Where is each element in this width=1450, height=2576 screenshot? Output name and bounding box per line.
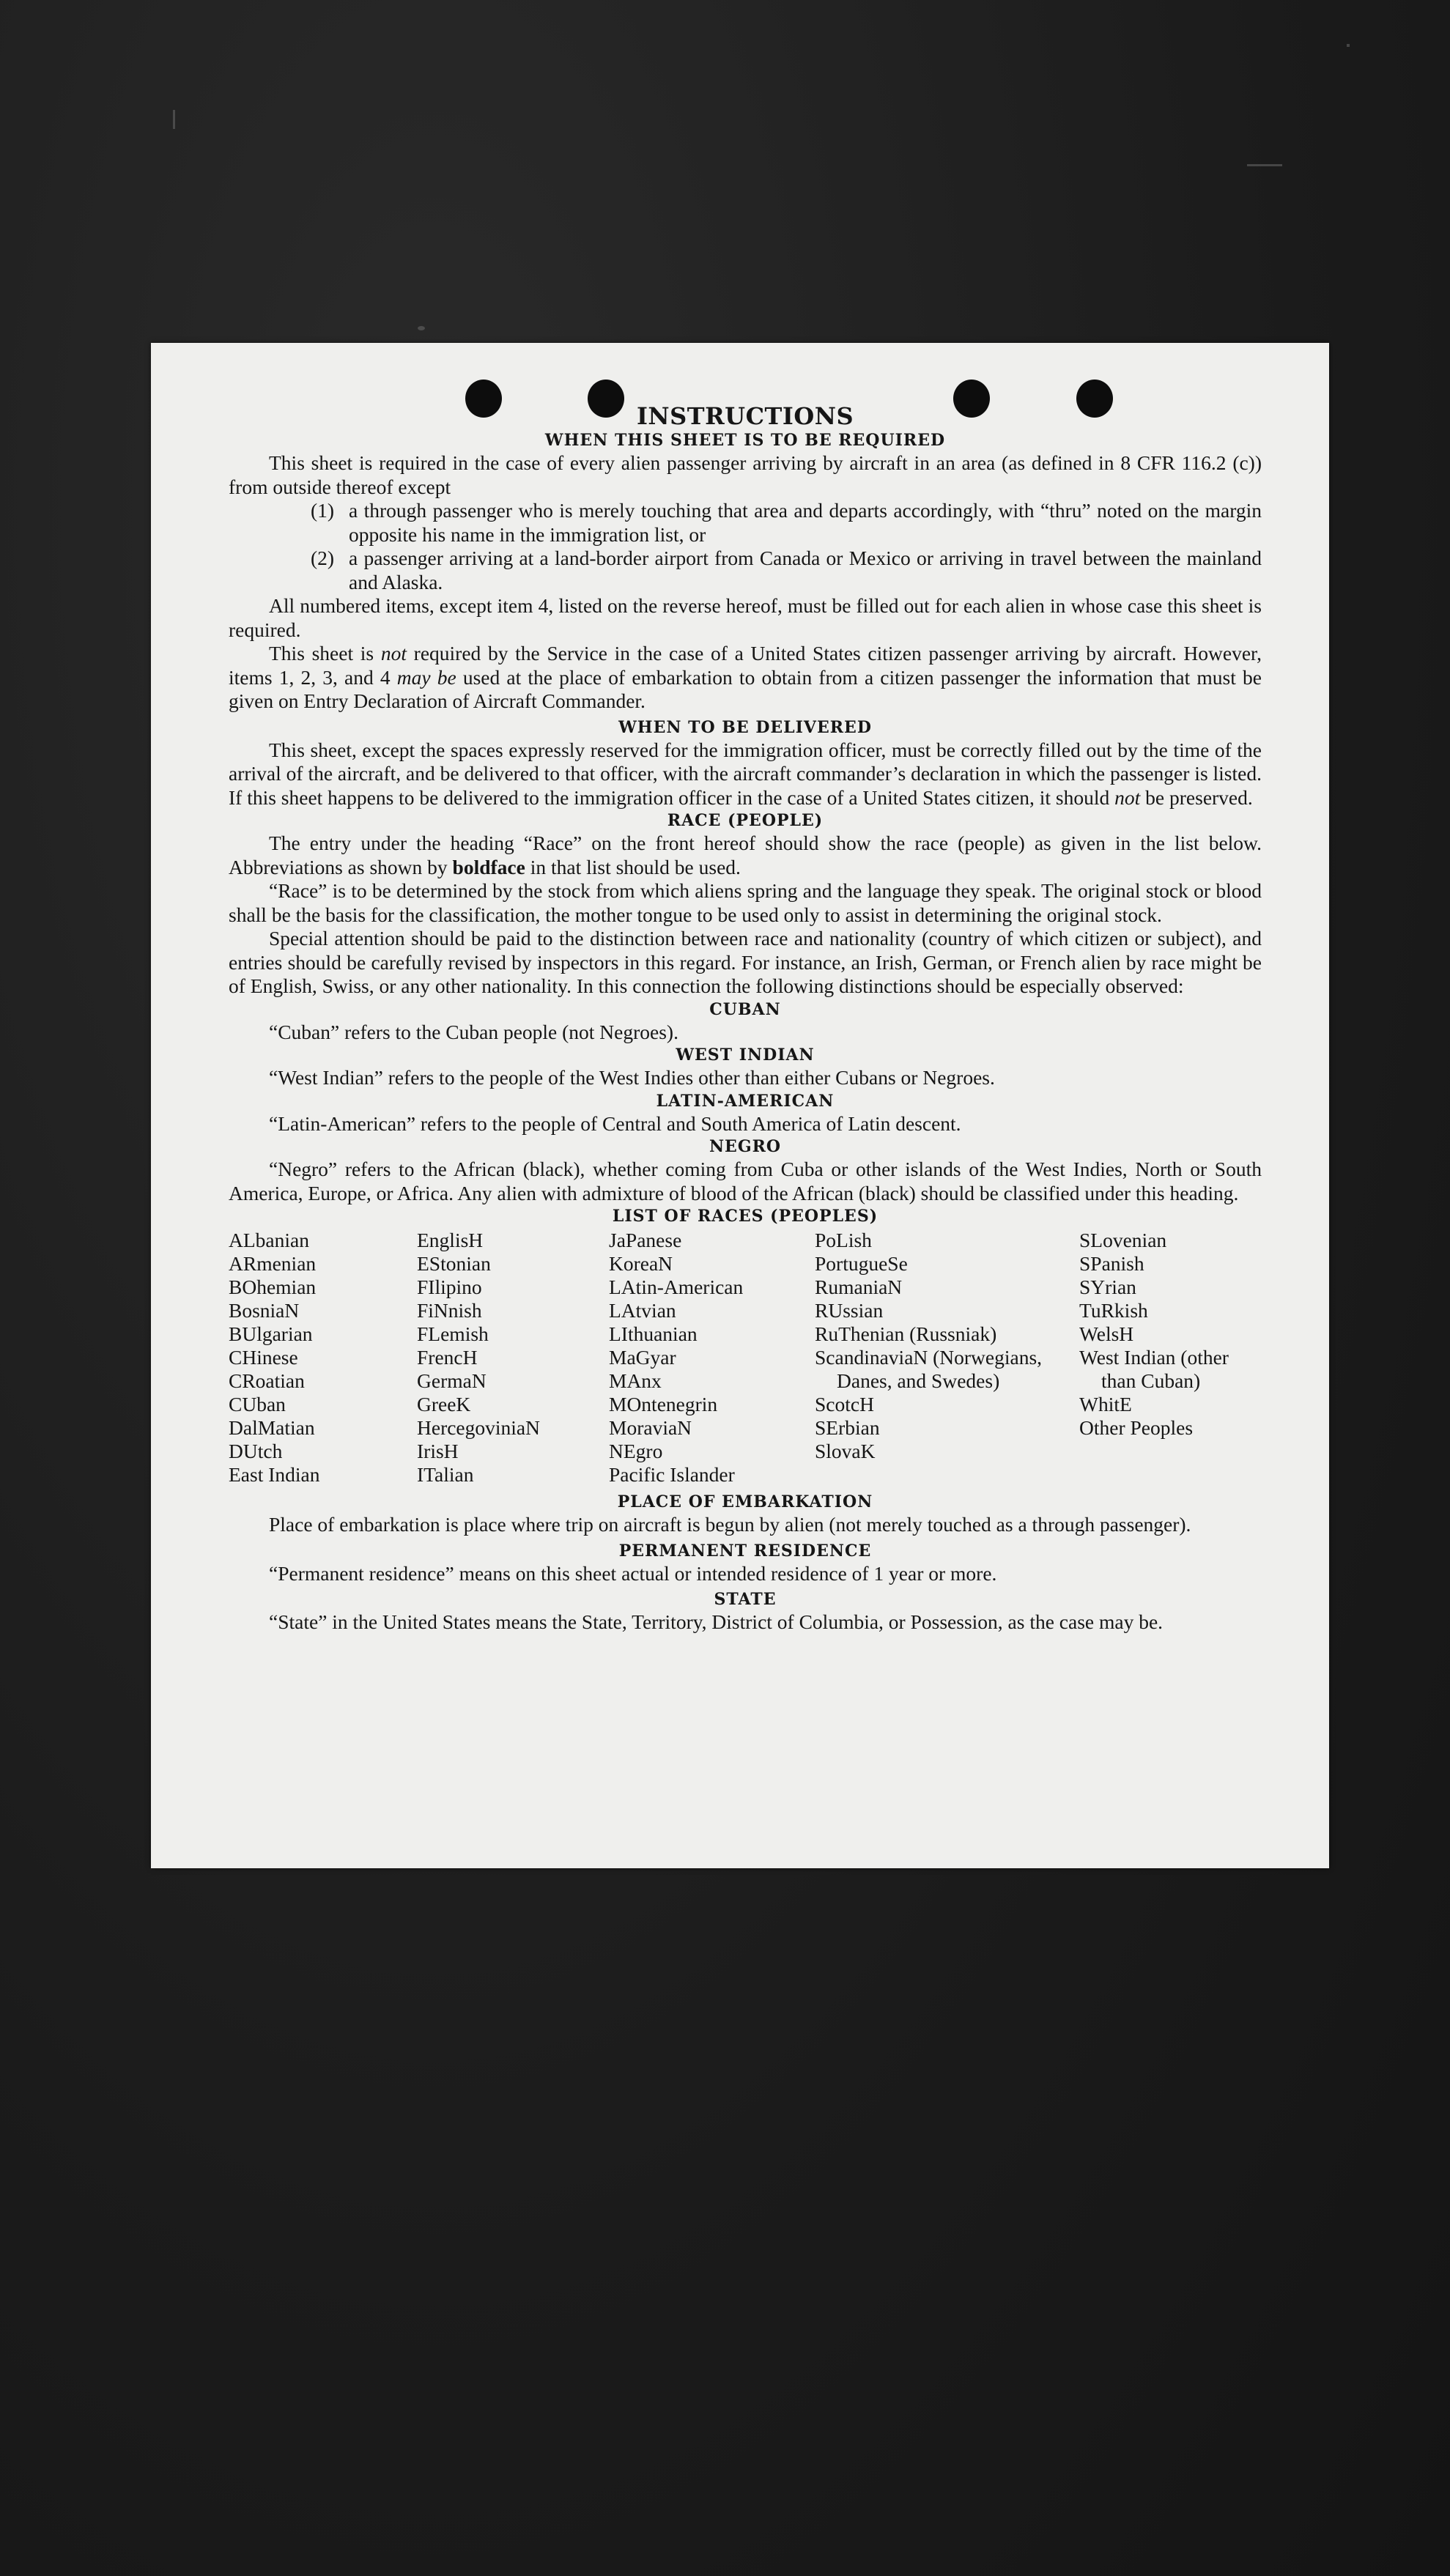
heading-embarkation: PLACE OF EMBARKATION [617,1492,873,1511]
race-entry: SYrian [1079,1276,1136,1298]
race-entry: ALbanian [229,1229,309,1251]
paragraph: “Permanent residence” means on this sheet actual or intended residence of 1 year or more. [269,1561,997,1585]
heading-west-indian: WEST INDIAN [676,1045,815,1065]
emphasis: not [1114,785,1141,809]
race-entry: MAnx [609,1369,662,1392]
emphasis: not [380,642,407,665]
race-entry: Other Peoples [1079,1416,1194,1439]
race-entry: GreeK [417,1393,471,1415]
race-entry: DalMatian [229,1416,315,1439]
race-entry: BOhemian [229,1276,317,1298]
paragraph: “West Indian” refers to the people of the West Indies other than either Cubans or Negroes. [269,1066,995,1089]
race-entry: TuRkish [1079,1299,1148,1322]
heading-latin-american: LATIN-AMERICAN [656,1091,835,1111]
race-entry: EStonian [417,1252,491,1275]
race-entry: West Indian (other than Cuban) [1079,1346,1229,1392]
list-item [229,547,1262,594]
race-entry: FiNnish [417,1299,482,1322]
race-entry: MOntenegrin [609,1393,718,1415]
race-entry: ITalian [417,1463,474,1486]
heading-permanent-residence: PERMANENT RESIDENCE [618,1541,872,1561]
sheet-content [229,403,1262,1635]
paragraph: This sheet is required in the case of every alien passenger arriving by aircraft in an area (as defined in 8 CFR 116.2 (c)) from outside thereof except [229,451,1262,498]
page-title: INSTRUCTIONS [636,402,854,430]
text-run: This sheet is [269,642,381,665]
race-entry: MaGyar [609,1346,676,1369]
film-scratch [1247,164,1282,166]
race-entry: IrisH [417,1440,459,1462]
heading-when-delivered: WHEN TO BE DELIVERED [618,717,872,737]
paragraph: “Race” is to be determined by the stock from which aliens spring and the language they speak. The original stock or blood shall be the basis for the classification, the mother tongue to be used only to assist in determining the original stock. [229,879,1262,926]
text-run: The entry under the heading “Race” on the front hereof should show the race (people) as given in the list below. Abbreviations as shown by [229,832,1262,878]
race-entry: SErbian [815,1416,880,1439]
race-entry: LAtvian [609,1299,676,1322]
races-table [229,1229,1262,1487]
race-entry: SlovaK [815,1440,876,1462]
race-entry: ARmenian [229,1252,317,1275]
race-entry: Pacific Islander [609,1463,735,1486]
race-entry: East Indian [229,1463,320,1486]
paragraph: Special attention should be paid to the distinction between race and nationality (country of which citizen or subject), and entries should be carefully revised by inspectors in this regard. For instance, an Irish, German, or French alien by race might be of English, Swiss, or any other nationality. In this connection the following distinctions should be especially observed: [229,927,1262,997]
item-number: (2) [311,547,335,569]
race-entry: LIthuanian [609,1322,698,1345]
paragraph [229,739,1262,810]
race-entry: CHinese [229,1346,298,1369]
text-run: be preserved. [1140,785,1253,809]
text-run: in that list should be used. [525,855,741,878]
race-entry: RuThenian (Russniak) [815,1322,997,1345]
race-entry: WelsH [1079,1322,1134,1345]
text-run: This sheet, except the spaces expressly reserved for the immigration officer, must be correctly filled out by the time of the arrival of the aircraft, and be delivered to that officer, with the aircraft commander’s declaration in which the passenger is listed. If this sheet happens to be delivered to the immigration officer in the case of a United States citizen, it should [229,738,1262,809]
paragraph: “Cuban” refers to the Cuban people (not Negroes). [269,1020,678,1043]
race-entry: NEgro [609,1440,663,1462]
race-entry: ScotcH [815,1393,874,1415]
race-entry: FLemish [417,1322,489,1345]
item-text: a through passenger who is merely touching that area and departs accordingly, with “thru” noted on the margin opposite his name in the immigration list, or [349,499,1262,546]
race-entry: CRoatian [229,1369,305,1392]
paragraph: “Latin-American” refers to the people of Central and South America of Latin descent. [269,1111,961,1135]
paragraph: “State” in the United States means the State, Territory, District of Columbia, or Possession, as the case may be. [269,1610,1164,1633]
races-column [609,1229,815,1487]
heading-negro: NEGRO [709,1137,782,1156]
heading-cuban: CUBAN [709,999,781,1019]
heading-list-of-races: LIST OF RACES (PEOPLES) [612,1207,878,1226]
race-entry: SPanish [1079,1252,1144,1275]
race-entry: ScandinaviaN (Norwegians, Danes, and Swedes) [815,1346,1043,1392]
race-entry: JaPanese [609,1229,682,1251]
bold-text: boldface [452,855,525,878]
race-entry: BosniaN [229,1299,300,1322]
race-entry: HercegoviniaN [417,1416,540,1439]
paragraph [229,832,1262,879]
races-column [815,1229,1079,1487]
race-entry: RumaniaN [815,1276,903,1298]
list-item [229,499,1262,547]
race-entry: KoreaN [609,1252,673,1275]
race-entry: MoraviaN [609,1416,692,1439]
race-entry: RUssian [815,1299,884,1322]
race-entry: PoLish [815,1229,872,1251]
race-entry: GermaN [417,1369,487,1392]
film-scratch [173,110,175,129]
heading-when-required: WHEN THIS SHEET IS TO BE REQUIRED [544,431,946,450]
race-entry: BUlgarian [229,1322,313,1345]
paragraph: All numbered items, except item 4, listed on the reverse hereof, must be filled out for each alien in whose case this sheet is required. [229,594,1262,641]
film-dust [1347,44,1350,47]
races-column [229,1229,417,1487]
text-run: required by the Service in the case of a United States citizen passenger arriving by aircraft. However, items 1, 2, 3, and 4 [229,642,1262,689]
race-entry: CUban [229,1393,286,1415]
paragraph: Place of embarkation is place where trip on aircraft is begun by alien (not merely touched as a through passenger). [269,1513,1191,1536]
race-entry: DUtch [229,1440,283,1462]
race-entry: EnglisH [417,1229,484,1251]
instruction-sheet [151,343,1329,1868]
race-entry: SLovenian [1079,1229,1167,1251]
race-entry: LAtin-American [609,1276,744,1298]
races-column [1079,1229,1262,1487]
item-number: (1) [311,499,335,522]
emphasis: may be [396,665,456,689]
paragraph [229,642,1262,714]
race-entry: FrencH [417,1346,478,1369]
heading-state: STATE [714,1590,777,1609]
film-dust [418,326,425,330]
paragraph: “Negro” refers to the African (black), whether coming from Cuba or other islands of the West Indies, North or South America, Europe, or Africa. Any alien with admixture of blood of the African (black) should be classified under this heading. [229,1158,1262,1204]
races-column [417,1229,609,1487]
race-entry: PortugueSe [815,1252,908,1275]
item-text: a passenger arriving at a land-border airport from Canada or Mexico or arriving in travel between the mainland and Alaska. [349,547,1262,593]
race-entry: WhitE [1079,1393,1132,1415]
heading-race: RACE (PEOPLE) [667,811,824,830]
text-run: used at the place of embarkation to obtain from a citizen passenger the information that must be given on Entry Declaration of Aircraft Commander. [229,665,1262,712]
race-entry: FIlipino [417,1276,482,1298]
